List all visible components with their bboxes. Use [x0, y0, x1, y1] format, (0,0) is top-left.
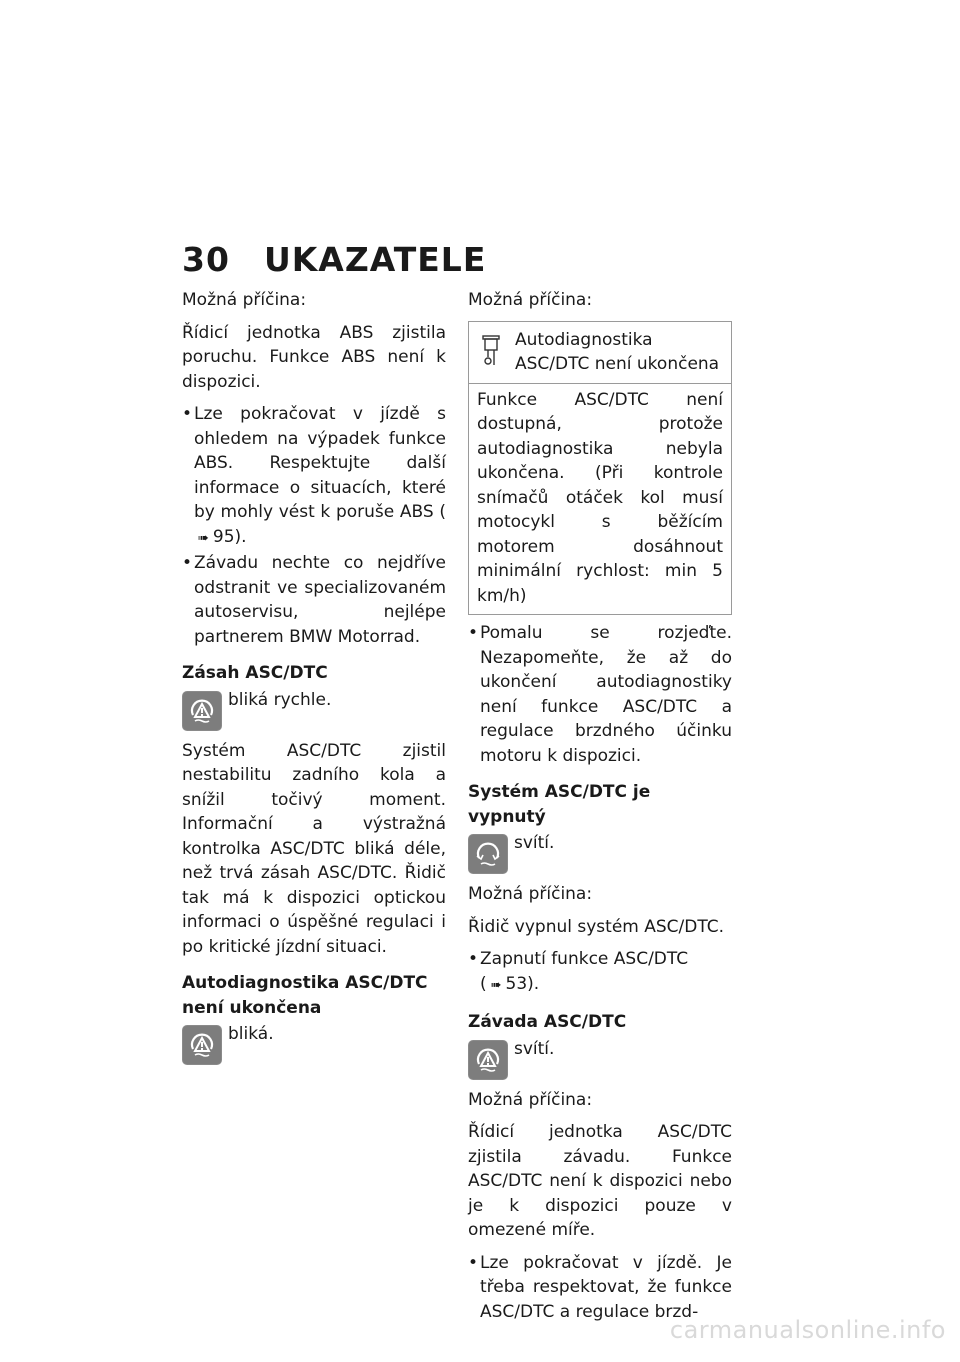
traction-warning-icon: [182, 1025, 222, 1065]
cause-text: Řídicí jednotka ABS zjistila poruchu. Funkce ABS není k dispozici.: [182, 322, 446, 392]
diagnostic-icon: [479, 333, 503, 377]
section-heading: Systém ASC/DTC je vypnutý: [468, 782, 651, 827]
page-title: UKAZATELE: [263, 240, 487, 279]
indicator-state: svítí.: [514, 1038, 555, 1059]
indicator-row: [468, 831, 732, 874]
info-box-title: Autodiagnostika ASC/DTC není ukončena: [515, 329, 720, 374]
right-column: [468, 288, 732, 1332]
list-item: • Pomalu se rozjeďte. Nezapomeňte, že až do ukončení autodiagnostiky není funkce ASC/DTC a regulace brzdného účinku motoru k dispozici.: [468, 621, 732, 768]
reference-arrow-icon: ➠: [198, 530, 209, 546]
bullet-list: [468, 621, 732, 768]
cause-label: Možná příčina:: [468, 884, 593, 904]
reference-arrow-icon: ➠: [490, 977, 502, 993]
bullet-list: [182, 402, 446, 649]
list-item: • Lze pokračovat v jízdě. Je třeba respektovat, že funkce ASC/DTC a regulace brzd-: [468, 1251, 732, 1325]
watermark: carmanualsonline.info: [669, 1316, 946, 1344]
indicator-state: svítí.: [514, 833, 555, 853]
cause-text: Řidič vypnul systém ASC/DTC.: [468, 916, 725, 937]
section-heading: Autodiagnostika ASC/DTC není ukončena: [182, 973, 428, 1018]
indicator-state: bliká rychle.: [228, 689, 332, 710]
bullet-list: [468, 947, 732, 998]
page-reference: 95).: [212, 526, 247, 547]
traction-warning-icon: [468, 1040, 508, 1080]
page-header: [182, 240, 486, 279]
cause-label: Možná příčina:: [468, 290, 593, 310]
cause-text: Řídicí jednotka ASC/DTC zjistila závadu. Funkce ASC/DTC není k dispozici nebo je k dispozici pouze v omezené míře.: [468, 1122, 732, 1240]
indicator-row: [182, 1022, 446, 1065]
page-reference: 53).: [505, 973, 540, 994]
bullet-list: [468, 1251, 732, 1325]
cause-label: Možná příčina:: [182, 290, 307, 310]
list-item: • Lze pokračovat v jízdě s ohledem na výpadek funkce ABS. Respektujte další informace o situacích, které by mohly vést k poruše ABS (➠ 95).: [182, 402, 446, 551]
info-box-body: Funkce ASC/DTC není dostupná, protože autodiagnostika nebyla ukončena. (Při kontrole snímačů otáček kol musí motocykl s běžícím motorem dosáhnout minimální rychlost: min 5 km/h): [477, 389, 723, 606]
list-item: • Zapnutí funkce ASC/DTC ( ➠ 53).: [468, 947, 732, 998]
page-number: 30: [182, 240, 230, 279]
info-box-header: [469, 322, 731, 384]
cause-label: Možná příčina:: [468, 1089, 593, 1110]
indicator-row: [468, 1037, 732, 1080]
indicator-row: [182, 688, 446, 731]
section-heading: Závada ASC/DTC: [468, 1012, 627, 1032]
indicator-state: bliká.: [228, 1024, 274, 1044]
list-item: • Závadu nechte co nejdříve odstranit ve specializovaném autoservisu, nejlépe partnerem BMW Motorrad.: [182, 551, 446, 649]
traction-off-icon: [468, 834, 508, 874]
section-heading: Zásah ASC/DTC: [182, 663, 328, 683]
paragraph: Systém ASC/DTC zjistil nestabilitu zadního kola a snížil točivý moment. Informační a výstražná kontrolka ASC/DTC bliká déle, než trvá zásah ASC/DTC. Řidič tak má k dispozici optickou informaci o úspěšné regulaci i po kritické jízdní situaci.: [182, 740, 446, 957]
left-column: [182, 288, 446, 1073]
info-box: [468, 321, 732, 616]
traction-warning-icon: [182, 691, 222, 731]
